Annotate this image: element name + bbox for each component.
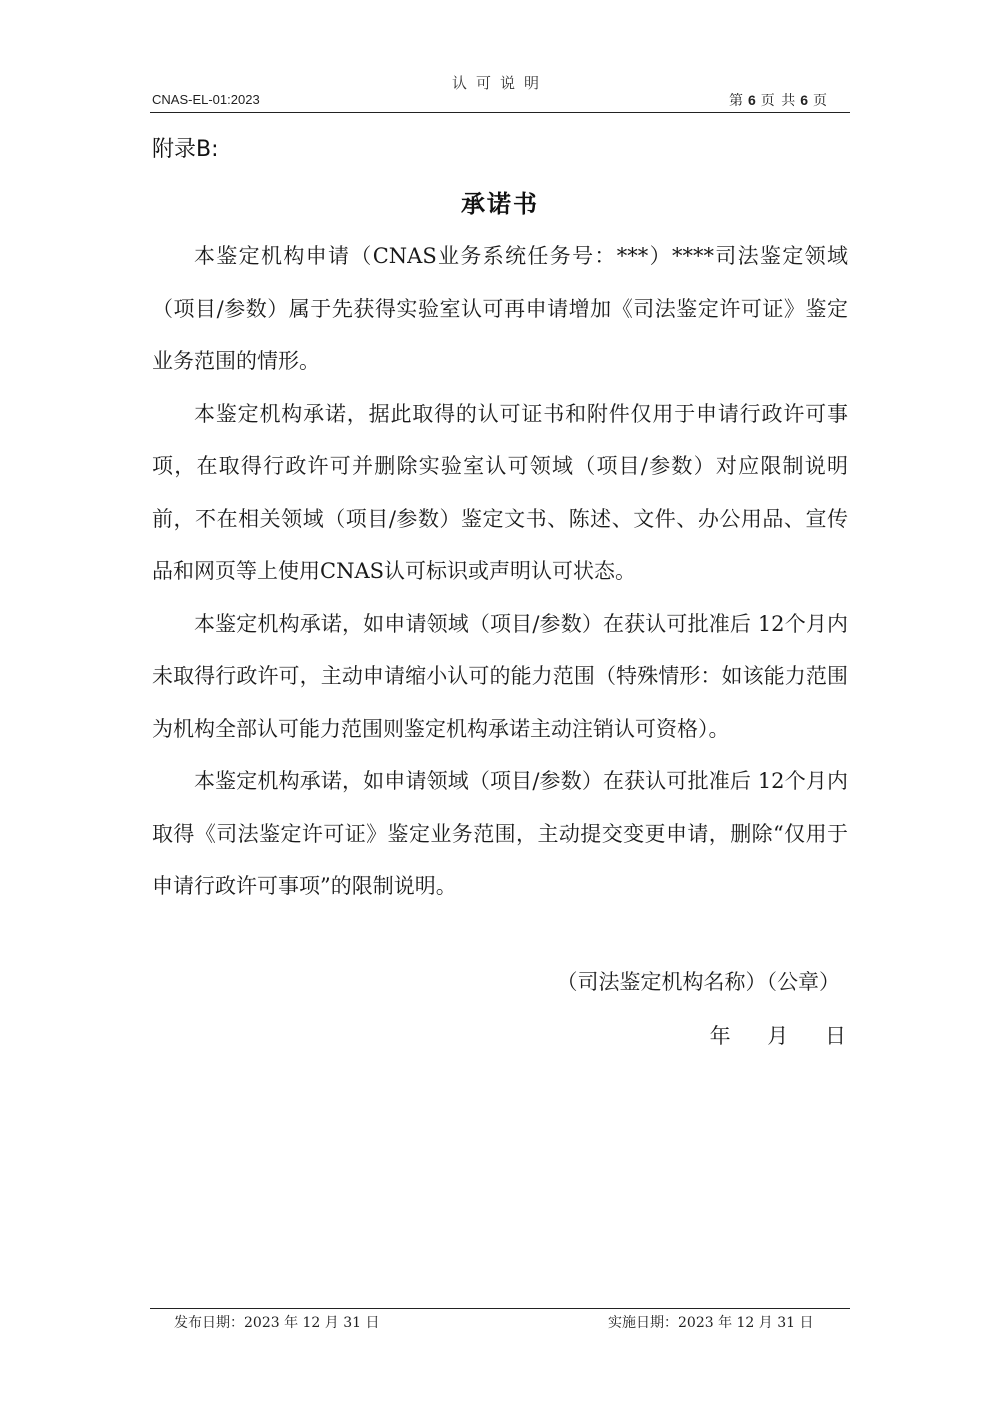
appendix-label: 附录B: (152, 137, 219, 162)
signature-seal: （司法鉴定机构名称）（公章） (556, 970, 840, 994)
page-suffix: 页 (813, 93, 828, 109)
page-prefix: 第 (728, 93, 744, 109)
header-rule (150, 112, 850, 113)
page-number (729, 90, 828, 110)
document-code: CNAS-EL-01:2023 (152, 92, 260, 107)
page-current: 6 (747, 92, 757, 108)
paragraph-3: 本鉴定机构承诺，如申请领域（项目/参数）在获认可批准后 12个月内未取得行政许可，主动申请缩小认可的能力范围（特殊情形：如该能力范围为机构全部认可能力范围则鉴定机构承诺主动注销认可资格）。 (152, 611, 848, 741)
page-middle: 页 共 (760, 93, 797, 109)
document-body (152, 230, 848, 913)
effective-date: 实施日期：2023 年 12 月 31 日 (608, 1315, 814, 1331)
footer-rule (150, 1308, 850, 1309)
signature-date: 年 月 日 (709, 1024, 848, 1048)
paragraph-1: 本鉴定机构申请（CNAS业务系统任务号：***）****司法鉴定领域（项目/参数）属于先获得实验室认可再申请增加《司法鉴定许可证》鉴定业务范围的情形。 (152, 244, 848, 373)
paragraph-2: 本鉴定机构承诺，据此取得的认可证书和附件仅用于申请行政许可事项，在取得行政许可并删除实验室认可领域（项目/参数）对应限制说明前，不在相关领域（项目/参数）鉴定文书、陈述、文件、办公用品、宣传品和网页等上使用CNAS认可标识或声明认可状态。 (152, 401, 848, 583)
paragraph-4: 本鉴定机构承诺，如申请领域（项目/参数）在获认可批准后 12个月内取得《司法鉴定许可证》鉴定业务范围，主动提交变更申请，删除“仅用于申请行政许可事项”的限制说明。 (152, 769, 848, 898)
header-title: 认可说明 (451, 74, 548, 92)
publish-date: 发布日期：2023 年 12 月 31 日 (174, 1315, 380, 1331)
document-title: 承诺书 (461, 190, 539, 218)
page-total: 6 (800, 92, 809, 108)
